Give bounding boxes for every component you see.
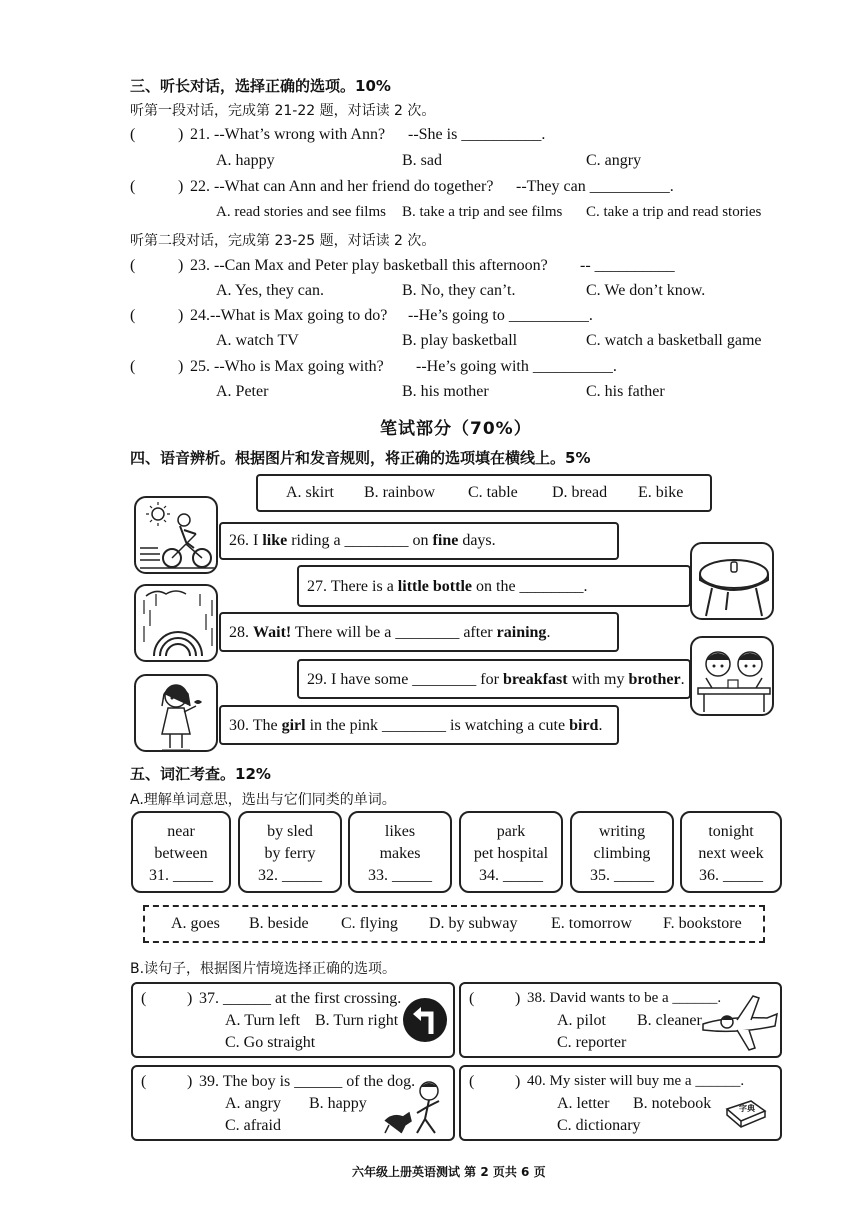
answer-paren-38[interactable]: ( [469, 990, 475, 1007]
option-37a: A. Turn left [225, 1012, 301, 1029]
answer-paren-close-23: ) [178, 257, 184, 274]
answer-paren-close-24: ) [178, 307, 184, 324]
choice-c: C. flying [341, 915, 398, 932]
question-box-39 [131, 1065, 455, 1141]
written-section-title: 笔试部分（70%） [380, 419, 532, 439]
choice-d: D. by subway [429, 915, 518, 932]
answer-paren-39[interactable]: ( [141, 1073, 147, 1090]
option-22a: A. read stories and see films [216, 204, 386, 220]
section4-title: 四、语音辨析。根据图片和发音规则，将正确的选项填在横线上。5% [130, 449, 591, 467]
answer-paren-close-37: ) [187, 990, 193, 1007]
answer-paren-close-25: ) [178, 358, 184, 375]
sentence-29: 29. I have some ________ for breakfast with my brother. [297, 659, 691, 699]
section5-part-a: A.理解单词意思，选出与它们同类的单词。 [130, 792, 396, 808]
option-24a: A. watch TV [216, 332, 299, 349]
blank-29[interactable]: 29. I have some ________ for [307, 671, 503, 688]
answer-24: --He’s going to __________. [408, 307, 593, 324]
blank-27[interactable]: on the ________. [472, 578, 588, 595]
option-21b: B. sad [402, 152, 442, 169]
option-21c: C. angry [586, 152, 642, 169]
blank-36[interactable]: 36. _____ [699, 867, 763, 884]
option-22b: B. take a trip and see films [402, 204, 563, 220]
option-38a: A. pilot [557, 1012, 606, 1029]
question-23: 23. --Can Max and Peter play basketball this afternoon? [190, 257, 548, 274]
question-21: 21. --What’s wrong with Ann? [190, 126, 386, 143]
blank-28[interactable]: There will be a ________ after [291, 624, 497, 641]
option-39a: A. angry [225, 1095, 281, 1112]
section3-title: 三、听长对话，选择正确的选项。10% [130, 77, 391, 95]
question-box-37 [131, 982, 455, 1058]
kids-breakfast-image [690, 636, 774, 716]
answer-21: --She is __________. [408, 126, 546, 143]
rainbow-image [134, 584, 218, 662]
phonics-option-b: B. rainbow [364, 484, 436, 501]
answer-paren-close-21: ) [178, 126, 184, 143]
girl-watching-bird-image [134, 674, 218, 752]
sentence-28: 28. Wait! There will be a ________ after raining. [219, 612, 619, 652]
answer-22: --They can __________. [516, 178, 674, 195]
section5-title: 五、词汇考查。12% [130, 765, 271, 783]
answer-paren-close-39: ) [187, 1073, 193, 1090]
sentence-30: 30. The girl in the pink ________ is watching a cute bird. [219, 705, 619, 745]
page-footer: 六年级上册英语测试 第 2 页共 6 页 [352, 1165, 546, 1179]
vocab-box-35: writing climbing 35. _____ [570, 811, 674, 893]
dictionary-icon: 字典 [723, 1099, 769, 1133]
answer-23: -- __________ [580, 257, 675, 274]
option-38c: C. reporter [557, 1034, 627, 1051]
answer-paren-23[interactable]: ( [130, 257, 136, 274]
option-23a: A. Yes, they can. [216, 282, 324, 299]
option-24b: B. play basketball [402, 332, 518, 349]
blank-35[interactable]: 35. _____ [590, 867, 654, 884]
blank-31[interactable]: 31. _____ [149, 867, 213, 884]
vocab-box-33: likes makes 33. _____ [348, 811, 452, 893]
option-23c: C. We don’t know. [586, 282, 706, 299]
option-37b: B. Turn right [315, 1012, 399, 1029]
choice-a: A. goes [171, 915, 220, 932]
blank-33[interactable]: 33. _____ [368, 867, 432, 884]
choice-b: B. beside [249, 915, 309, 932]
question-box-38 [459, 982, 782, 1058]
option-25a: A. Peter [216, 383, 269, 400]
choice-e: E. tomorrow [551, 915, 632, 932]
answer-paren-40[interactable]: ( [469, 1073, 475, 1090]
turn-left-sign-icon [401, 996, 449, 1044]
section5-part-b: B.读句子，根据图片情境选择正确的选项。 [130, 961, 397, 977]
answer-paren-close-22: ) [178, 178, 184, 195]
option-39b: B. happy [309, 1095, 367, 1112]
choice-f: F. bookstore [663, 915, 742, 932]
blank-30[interactable]: in the pink ________ is watching a cute [305, 717, 570, 734]
airplane-pilot-icon [697, 990, 781, 1054]
option-39c: C. afraid [225, 1117, 281, 1134]
option-24c: C. watch a basketball game [586, 332, 762, 349]
question-37: 37. ______ at the first crossing. [199, 990, 402, 1007]
answer-paren-22[interactable]: ( [130, 178, 136, 195]
phonics-option-a: A. skirt [286, 484, 334, 501]
option-25b: B. his mother [402, 383, 489, 400]
answer-paren-21[interactable]: ( [130, 126, 136, 143]
vocab-box-36: tonight next week 36. _____ [680, 811, 782, 893]
answer-paren-close-40: ) [515, 1073, 521, 1090]
bike-rider-image [134, 496, 218, 574]
blank-32[interactable]: 32. _____ [258, 867, 322, 884]
phonics-option-e: E. bike [638, 484, 684, 501]
table-image [690, 542, 774, 620]
blank-26[interactable]: riding a ________ on [287, 532, 433, 549]
option-37c: C. Go straight [225, 1034, 316, 1051]
question-box-40 [459, 1065, 782, 1141]
phonics-option-c: C. table [468, 484, 518, 501]
answer-paren-close-38: ) [515, 990, 521, 1007]
answer-paren-24[interactable]: ( [130, 307, 136, 324]
option-38b: B. cleaner [637, 1012, 702, 1029]
section3-sub1: 听第一段对话，完成第 21-22 题，对话读 2 次。 [130, 103, 436, 119]
question-38: 38. David wants to be a ______. [527, 990, 722, 1006]
phonics-options-box [256, 474, 712, 512]
answer-paren-37[interactable]: ( [141, 990, 147, 1007]
vocab-box-34: park pet hospital 34. _____ [459, 811, 563, 893]
vocab-choices-box [143, 905, 765, 943]
boy-and-dog-icon [379, 1077, 451, 1137]
question-25: 25. --Who is Max going with? [190, 358, 384, 375]
answer-paren-25[interactable]: ( [130, 358, 136, 375]
sentence-26: 26. I like riding a ________ on fine days. [219, 522, 619, 560]
option-23b: B. No, they can’t. [402, 282, 516, 299]
vocab-box-32: by sled by ferry 32. _____ [238, 811, 342, 893]
option-40a: A. letter [557, 1095, 610, 1112]
vocab-box-31: near between 31. _____ [131, 811, 231, 893]
option-25c: C. his father [586, 383, 665, 400]
phonics-option-d: D. bread [552, 484, 608, 501]
option-40b: B. notebook [633, 1095, 712, 1112]
question-40: 40. My sister will buy me a ______. [527, 1073, 745, 1089]
option-40c: C. dictionary [557, 1117, 641, 1134]
question-22: 22. --What can Ann and her friend do together? [190, 178, 494, 195]
blank-34[interactable]: 34. _____ [479, 867, 543, 884]
sentence-27: 27. There is a little bottle on the ________. [297, 565, 691, 607]
question-39: 39. The boy is ______ of the dog. [199, 1073, 416, 1090]
answer-25: --He’s going with __________. [416, 358, 617, 375]
option-22c: C. take a trip and read stories [586, 204, 762, 220]
option-21a: A. happy [216, 152, 275, 169]
section3-sub2: 听第二段对话，完成第 23-25 题，对话读 2 次。 [130, 233, 436, 249]
question-24: 24.--What is Max going to do? [190, 307, 388, 324]
